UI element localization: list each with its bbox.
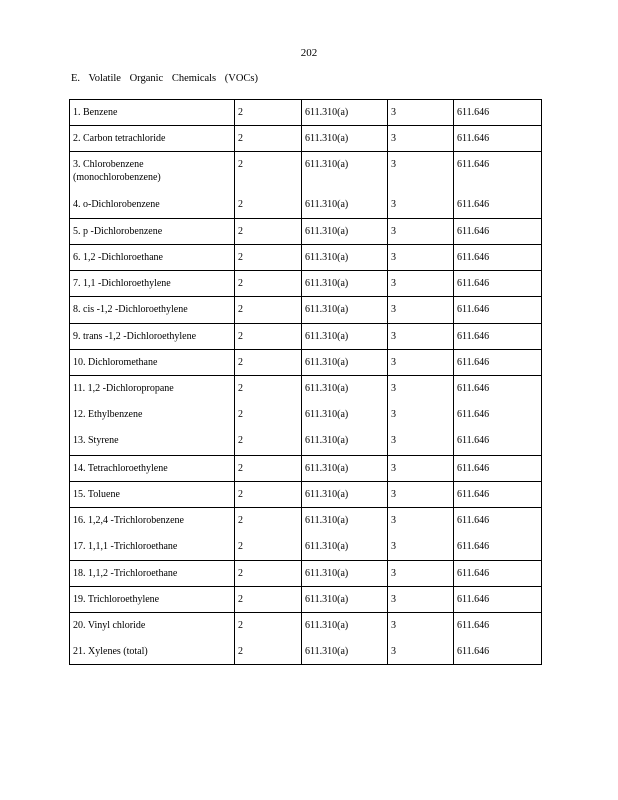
table-row [70,324,542,350]
cell-c: 3 [388,192,454,219]
cell-b: 611.310(a) [302,192,388,219]
cell-d: 611.646 [454,561,542,587]
page-number: 202 [300,47,318,59]
cell-c: 3 [388,587,454,613]
cell-d: 611.646 [454,508,542,534]
cell-a: 2 [235,561,302,587]
cell-name: 8. cis -1,2 -Dichloroethylene [70,297,235,324]
cell-a: 2 [235,324,302,350]
cell-b: 611.310(a) [302,613,388,639]
voc-table-body [70,100,542,665]
cell-name: 7. 1,1 -Dichloroethylene [70,271,235,297]
cell-b: 611.310(a) [302,587,388,613]
cell-c: 3 [388,534,454,561]
cell-name: 3. Chlorobenzene (monochlorobenzene) [70,152,235,192]
cell-a: 2 [235,428,302,456]
cell-d: 611.646 [454,324,542,350]
cell-name: 17. 1,1,1 -Trichloroethane [70,534,235,561]
cell-a: 2 [235,534,302,561]
table-row [70,534,542,561]
cell-name: 1. Benzene [70,100,235,126]
cell-a: 2 [235,350,302,376]
cell-d: 611.646 [454,126,542,152]
cell-b: 611.310(a) [302,456,388,482]
cell-c: 3 [388,376,454,402]
cell-b: 611.310(a) [302,245,388,271]
cell-name: 21. Xylenes (total) [70,639,235,665]
table-row [70,613,542,639]
cell-a: 2 [235,245,302,271]
cell-d: 611.646 [454,482,542,508]
table-row [70,561,542,587]
cell-c: 3 [388,456,454,482]
cell-b: 611.310(a) [302,639,388,665]
cell-c: 3 [388,245,454,271]
table-row [70,350,542,376]
table-row [70,192,542,219]
cell-c: 3 [388,508,454,534]
cell-c: 3 [388,297,454,324]
cell-name: 19. Trichloroethylene [70,587,235,613]
cell-b: 611.310(a) [302,508,388,534]
cell-a: 2 [235,482,302,508]
cell-a: 2 [235,587,302,613]
cell-name: 10. Dichloromethane [70,350,235,376]
section-heading: E. Volatile Organic Chemicals (VOCs) [71,73,259,84]
cell-d: 611.646 [454,456,542,482]
cell-d: 611.646 [454,350,542,376]
cell-a: 2 [235,456,302,482]
cell-c: 3 [388,350,454,376]
cell-a: 2 [235,376,302,402]
cell-name: 5. p -Dichlorobenzene [70,219,235,245]
cell-c: 3 [388,561,454,587]
cell-name: 18. 1,1,2 -Trichloroethane [70,561,235,587]
cell-c: 3 [388,126,454,152]
cell-c: 3 [388,100,454,126]
cell-d: 611.646 [454,297,542,324]
table-row [70,126,542,152]
cell-a: 2 [235,613,302,639]
cell-name: 4. o-Dichlorobenzene [70,192,235,219]
cell-b: 611.310(a) [302,152,388,192]
cell-name: 15. Toluene [70,482,235,508]
cell-name: 16. 1,2,4 -Trichlorobenzene [70,508,235,534]
cell-a: 2 [235,100,302,126]
table-row [70,152,542,192]
cell-d: 611.646 [454,219,542,245]
cell-name: 14. Tetrachloroethylene [70,456,235,482]
table-row [70,482,542,508]
cell-c: 3 [388,482,454,508]
cell-d: 611.646 [454,271,542,297]
cell-name: 2. Carbon tetrachloride [70,126,235,152]
cell-b: 611.310(a) [302,297,388,324]
cell-c: 3 [388,324,454,350]
cell-d: 611.646 [454,639,542,665]
table-row [70,271,542,297]
cell-name: 11. 1,2 -Dichloropropane [70,376,235,402]
cell-d: 611.646 [454,587,542,613]
cell-d: 611.646 [454,245,542,271]
cell-c: 3 [388,219,454,245]
table-row [70,376,542,402]
cell-name: 6. 1,2 -Dichloroethane [70,245,235,271]
cell-b: 611.310(a) [302,100,388,126]
cell-b: 611.310(a) [302,402,388,428]
cell-a: 2 [235,219,302,245]
cell-a: 2 [235,192,302,219]
cell-d: 611.646 [454,376,542,402]
cell-d: 611.646 [454,100,542,126]
cell-b: 611.310(a) [302,350,388,376]
cell-d: 611.646 [454,402,542,428]
table-row [70,297,542,324]
cell-b: 611.310(a) [302,428,388,456]
cell-b: 611.310(a) [302,482,388,508]
cell-b: 611.310(a) [302,126,388,152]
cell-c: 3 [388,613,454,639]
cell-a: 2 [235,152,302,192]
cell-name: 20. Vinyl chloride [70,613,235,639]
table-row [70,100,542,126]
table-row [70,587,542,613]
cell-a: 2 [235,126,302,152]
cell-b: 611.310(a) [302,376,388,402]
table-row [70,639,542,665]
cell-d: 611.646 [454,152,542,192]
table-row [70,428,542,456]
cell-c: 3 [388,152,454,192]
cell-name: 13. Styrene [70,428,235,456]
cell-a: 2 [235,639,302,665]
cell-c: 3 [388,428,454,456]
voc-table [69,99,542,665]
table-row [70,456,542,482]
cell-b: 611.310(a) [302,219,388,245]
cell-c: 3 [388,402,454,428]
cell-c: 3 [388,271,454,297]
cell-b: 611.310(a) [302,324,388,350]
cell-a: 2 [235,297,302,324]
cell-name: 9. trans -1,2 -Dichloroethylene [70,324,235,350]
cell-d: 611.646 [454,613,542,639]
table-row [70,245,542,271]
table-row [70,402,542,428]
cell-c: 3 [388,639,454,665]
cell-b: 611.310(a) [302,534,388,561]
cell-a: 2 [235,508,302,534]
table-row [70,508,542,534]
cell-a: 2 [235,271,302,297]
cell-d: 611.646 [454,428,542,456]
cell-b: 611.310(a) [302,271,388,297]
cell-name: 12. Ethylbenzene [70,402,235,428]
cell-a: 2 [235,402,302,428]
cell-d: 611.646 [454,534,542,561]
cell-d: 611.646 [454,192,542,219]
cell-b: 611.310(a) [302,561,388,587]
table-row [70,219,542,245]
